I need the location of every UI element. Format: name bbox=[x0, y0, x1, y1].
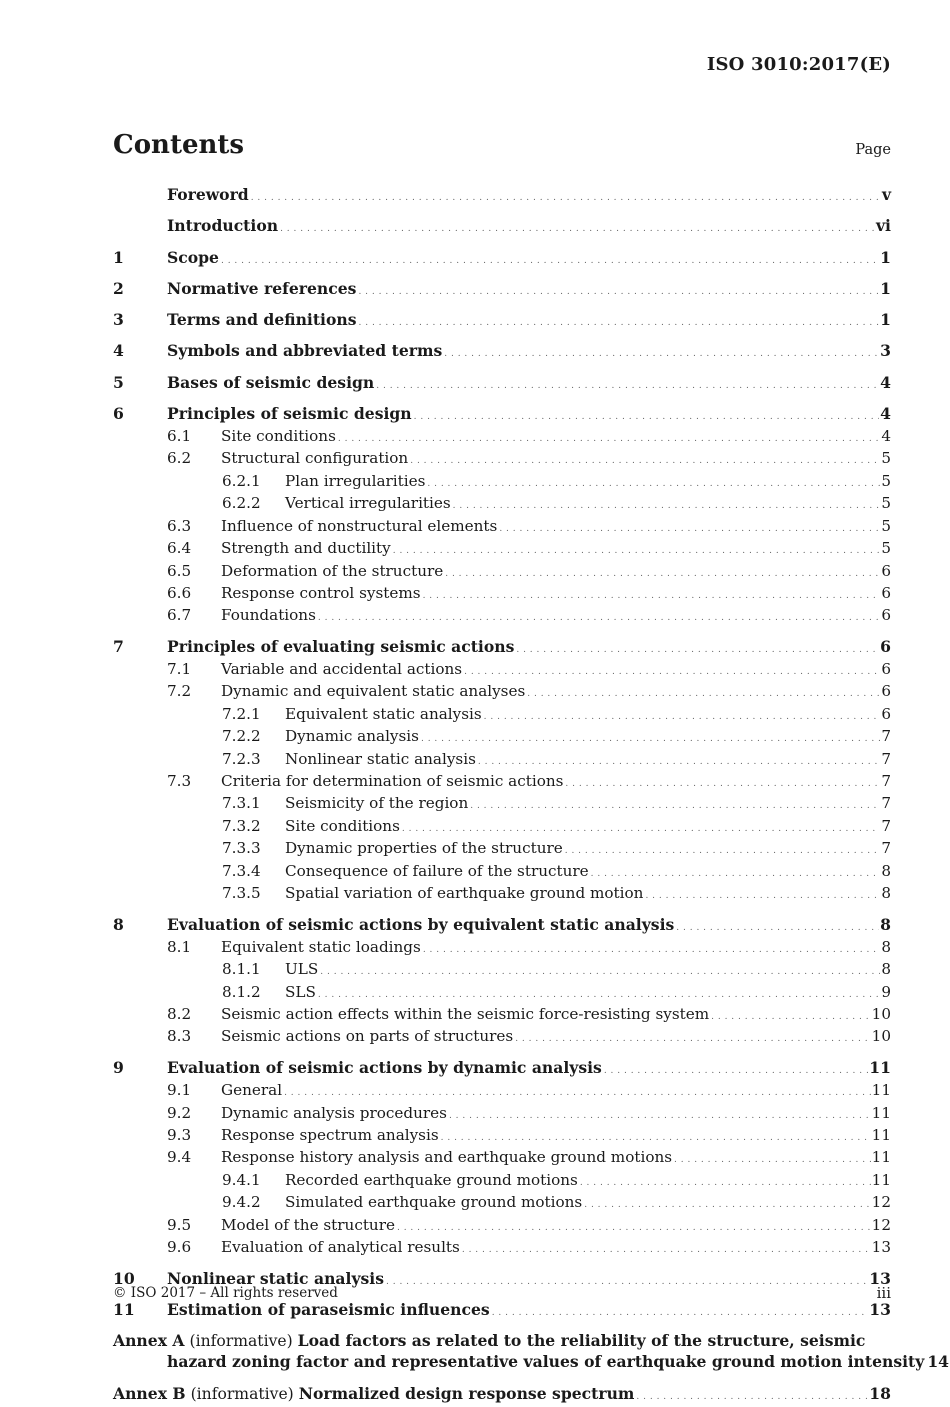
dot-leader bbox=[445, 565, 880, 584]
toc-entry-page: v bbox=[881, 185, 891, 204]
toc-entry-number: 5 bbox=[113, 372, 124, 392]
toc-entry-label: Model of the structure bbox=[221, 1215, 395, 1234]
toc-entry-number: 6.2 bbox=[167, 449, 192, 468]
toc-entry-label: Equivalent static analysis bbox=[285, 704, 482, 723]
toc-entry-label: Vertical irregularities bbox=[285, 494, 451, 513]
dot-leader bbox=[444, 344, 879, 364]
toc-entry-label: Dynamic properties of the structure bbox=[285, 839, 563, 858]
toc-entry-label: Principles of seismic design bbox=[167, 404, 412, 424]
toc-entry-number: 9 bbox=[113, 1058, 124, 1078]
toc-entry-label: Nonlinear static analysis bbox=[285, 749, 476, 768]
toc-entry-page: 6 bbox=[881, 606, 891, 625]
toc-entry[interactable] bbox=[113, 705, 891, 727]
toc-entry-page: 8 bbox=[880, 914, 891, 934]
toc-entry-number: 6.7 bbox=[167, 606, 192, 625]
toc-entry-page: 11 bbox=[871, 1148, 891, 1167]
dot-leader bbox=[462, 1241, 871, 1260]
toc-entry-page: 7 bbox=[881, 839, 891, 858]
annex-title: Load factors as related to the reliability of the structure, seismic bbox=[297, 1331, 866, 1351]
toc-entry-label: Normative references bbox=[167, 278, 357, 298]
toc-entry[interactable] bbox=[113, 1058, 891, 1081]
dot-leader bbox=[527, 685, 880, 704]
toc-entry-number: 8.1 bbox=[167, 937, 192, 956]
toc-entry-number: 7.3.1 bbox=[222, 794, 261, 813]
toc-entry-label: Terms and definitions bbox=[167, 310, 357, 330]
toc-entry-page: 5 bbox=[881, 471, 891, 490]
annex-title: Normalized design response spectrum bbox=[298, 1383, 635, 1403]
toc-entry-page: 6 bbox=[881, 583, 891, 602]
toc-entry-page: 9 bbox=[881, 982, 891, 1001]
toc-entry[interactable] bbox=[113, 794, 891, 816]
toc-entry-number: 8.1.1 bbox=[222, 960, 261, 979]
toc-entry-page: 12 bbox=[871, 1215, 891, 1234]
page-title: Contents bbox=[113, 130, 245, 160]
toc-entry[interactable] bbox=[113, 584, 891, 606]
toc-entry[interactable] bbox=[113, 1081, 891, 1103]
toc-entry-number: 8.3 bbox=[167, 1027, 192, 1046]
toc-entry-number: 6.2.1 bbox=[222, 471, 261, 490]
toc-entry-number: 9.1 bbox=[167, 1081, 192, 1100]
dot-leader bbox=[318, 986, 880, 1005]
toc-entry-label: Dynamic analysis bbox=[285, 727, 419, 746]
dot-leader bbox=[393, 542, 881, 561]
toc-entry-page: 11 bbox=[871, 1125, 891, 1144]
toc-entry-label: Site conditions bbox=[285, 816, 400, 835]
toc-entry-label: Strength and ductility bbox=[221, 539, 391, 558]
toc-entry-number: 7.2.3 bbox=[222, 749, 261, 768]
dot-leader bbox=[676, 918, 879, 938]
toc-entry-label: Bases of seismic design bbox=[167, 372, 375, 392]
toc-entry-number: 9.4 bbox=[167, 1148, 192, 1167]
toc-entry-page: 1 bbox=[880, 247, 891, 267]
annex-page: 18 bbox=[869, 1383, 891, 1403]
toc-entry[interactable] bbox=[113, 427, 891, 449]
dot-leader bbox=[492, 1303, 869, 1323]
toc-entry-page: 4 bbox=[881, 427, 891, 446]
toc-entry-page: 13 bbox=[869, 1299, 891, 1319]
toc-entry[interactable] bbox=[113, 1148, 891, 1170]
toc-entry-page: 12 bbox=[871, 1193, 891, 1212]
toc-entry-number: 7.3 bbox=[167, 772, 192, 791]
toc-entry-page: vi bbox=[876, 216, 891, 236]
toc-entry[interactable] bbox=[113, 539, 891, 561]
toc-entry[interactable] bbox=[113, 341, 891, 364]
toc-entry[interactable] bbox=[113, 310, 891, 333]
dot-leader bbox=[499, 520, 880, 539]
toc-entry[interactable] bbox=[113, 1005, 891, 1027]
annex-entry[interactable] bbox=[113, 1384, 891, 1407]
dot-leader bbox=[584, 1196, 870, 1215]
toc-entry[interactable] bbox=[113, 983, 891, 1005]
toc-entry-page: 1 bbox=[880, 310, 891, 330]
toc-entry-page: 6 bbox=[881, 682, 891, 701]
toc-entry-label: Simulated earthquake ground motions bbox=[285, 1193, 583, 1212]
toc-entry[interactable] bbox=[113, 185, 891, 208]
copyright-notice: © ISO 2017 – All rights reserved bbox=[113, 1285, 338, 1301]
toc-entry-label: Structural configuration bbox=[221, 449, 409, 468]
toc-entry-page: 7 bbox=[881, 727, 891, 746]
dot-leader bbox=[280, 219, 875, 239]
toc-entry-number: 4 bbox=[113, 341, 124, 361]
toc-entry-label: Consequence of failure of the structure bbox=[285, 861, 589, 880]
toc-entry-number: 7.2 bbox=[167, 682, 192, 701]
dot-leader bbox=[441, 1129, 871, 1148]
toc-entry[interactable] bbox=[113, 862, 891, 884]
toc-entry-label: Principles of evaluating seismic actions bbox=[167, 637, 515, 657]
toc-entry[interactable] bbox=[113, 682, 891, 704]
toc-entry-label: Response control systems bbox=[221, 583, 421, 602]
dot-leader bbox=[449, 1107, 871, 1126]
toc-entry-page: 7 bbox=[881, 816, 891, 835]
dot-leader bbox=[604, 1061, 868, 1081]
annex-informative: (informative) bbox=[189, 1332, 293, 1351]
toc-entry-label: Seismicity of the region bbox=[285, 794, 469, 813]
dot-leader bbox=[470, 797, 880, 816]
toc-entry[interactable] bbox=[113, 373, 891, 396]
toc-entry-number: 3 bbox=[113, 310, 124, 330]
dot-leader bbox=[427, 475, 880, 494]
toc-entry-number: 11 bbox=[113, 1299, 135, 1319]
dot-leader bbox=[423, 941, 881, 960]
dot-leader bbox=[711, 1008, 871, 1027]
toc-entry-label: Estimation of paraseismic influences bbox=[167, 1299, 490, 1319]
toc-entry-number: 7.2.2 bbox=[222, 727, 261, 746]
toc-entry[interactable] bbox=[113, 915, 891, 938]
toc-entry-page: 11 bbox=[871, 1081, 891, 1100]
annex-entry[interactable] bbox=[113, 1331, 950, 1375]
toc-entry-number: 9.5 bbox=[167, 1215, 192, 1234]
toc-entry-label: Deformation of the structure bbox=[221, 561, 444, 580]
toc-entry[interactable] bbox=[113, 279, 891, 302]
toc-entry-page: 10 bbox=[871, 1027, 891, 1046]
toc-entry-page: 6 bbox=[880, 637, 891, 657]
toc-entry-label: Dynamic analysis procedures bbox=[221, 1103, 447, 1122]
toc-entry[interactable] bbox=[113, 884, 891, 906]
toc-entry-label: Equivalent static loadings bbox=[221, 937, 421, 956]
toc-entry-page: 10 bbox=[871, 1005, 891, 1024]
toc-entry-number: 6.5 bbox=[167, 561, 192, 580]
toc-entry[interactable] bbox=[113, 404, 891, 427]
toc-entry[interactable] bbox=[113, 1027, 891, 1049]
dot-leader bbox=[645, 887, 880, 906]
toc-entry-number: 7.3.3 bbox=[222, 839, 261, 858]
toc-entry[interactable] bbox=[113, 1216, 891, 1238]
toc-entry-number: 7.2.1 bbox=[222, 704, 261, 723]
dot-leader bbox=[221, 251, 879, 271]
toc-entry-number: 7 bbox=[113, 637, 124, 657]
page-column-label: Page bbox=[855, 142, 891, 158]
toc-entry[interactable] bbox=[113, 750, 891, 772]
toc-entry-number: 6.2.2 bbox=[222, 494, 261, 513]
toc-entry[interactable] bbox=[113, 772, 891, 794]
toc-entry[interactable] bbox=[113, 517, 891, 539]
title-row bbox=[113, 130, 891, 164]
toc-entry[interactable] bbox=[113, 1300, 891, 1323]
toc-entry-label: Seismic action effects within the seismic force-resisting system bbox=[221, 1005, 710, 1024]
toc-entry-page: 8 bbox=[881, 937, 891, 956]
toc-entry-number: 7.3.4 bbox=[222, 861, 261, 880]
page-number: iii bbox=[876, 1284, 891, 1302]
dot-leader bbox=[484, 708, 881, 727]
toc-entry-number: 7.1 bbox=[167, 660, 192, 679]
toc-entry-label: Site conditions bbox=[221, 427, 336, 446]
toc-entry-page: 3 bbox=[880, 341, 891, 361]
toc-entry-number: 6.1 bbox=[167, 427, 192, 446]
toc-entry-number: 9.4.2 bbox=[222, 1193, 261, 1212]
toc-entry-page: 11 bbox=[871, 1103, 891, 1122]
toc-entry-page: 4 bbox=[880, 372, 891, 392]
toc-entry-number: 1 bbox=[113, 247, 124, 267]
toc-entry-number: 6.3 bbox=[167, 516, 192, 535]
toc-entry[interactable] bbox=[113, 1171, 891, 1193]
toc-entry-page: 11 bbox=[869, 1058, 891, 1078]
annex-title-continued: hazard zoning factor and representative values of earthquake ground motion intensity bbox=[167, 1351, 925, 1371]
toc-entry-number: 10 bbox=[113, 1268, 135, 1288]
toc-entry-label: Foundations bbox=[221, 606, 316, 625]
dot-leader bbox=[397, 1219, 871, 1238]
toc-entry-label: Response spectrum analysis bbox=[221, 1125, 439, 1144]
dot-leader bbox=[565, 842, 881, 861]
toc-entry-page: 4 bbox=[880, 404, 891, 424]
dot-leader bbox=[464, 663, 880, 682]
dot-leader bbox=[421, 730, 880, 749]
toc-entry-label: Evaluation of seismic actions by dynamic analysis bbox=[167, 1058, 602, 1078]
dot-leader bbox=[359, 313, 880, 333]
toc-entry-page: 5 bbox=[881, 494, 891, 513]
toc-entry[interactable] bbox=[113, 727, 891, 749]
toc-entry[interactable] bbox=[113, 817, 891, 839]
toc-entry-label: Spatial variation of earthquake ground motion bbox=[285, 884, 644, 903]
toc-entry-label: Introduction bbox=[167, 216, 279, 236]
toc-entry-page: 11 bbox=[871, 1170, 891, 1189]
toc-entry-label: Plan irregularities bbox=[285, 471, 426, 490]
toc-entry-number: 6.4 bbox=[167, 539, 192, 558]
toc-entry-label: SLS bbox=[285, 982, 316, 1001]
toc-entry[interactable] bbox=[113, 562, 891, 584]
toc-entry-label: Evaluation of seismic actions by equivalent static analysis bbox=[167, 914, 675, 934]
toc-entry-number: 2 bbox=[113, 278, 124, 298]
annex-prefix: Annex B bbox=[113, 1383, 186, 1403]
toc-entry[interactable] bbox=[113, 248, 891, 271]
toc-entry-page: 13 bbox=[869, 1268, 891, 1288]
toc-entry[interactable] bbox=[113, 839, 891, 861]
dot-leader bbox=[565, 775, 880, 794]
toc-entry-number: 7.3.5 bbox=[222, 884, 261, 903]
toc-entry[interactable] bbox=[113, 637, 891, 660]
toc-entry-label: ULS bbox=[285, 960, 319, 979]
dot-leader bbox=[414, 407, 880, 427]
toc-entry-page: 6 bbox=[881, 561, 891, 580]
toc-entry-number: 9.2 bbox=[167, 1103, 192, 1122]
toc-entry[interactable] bbox=[113, 1126, 891, 1148]
dot-leader bbox=[478, 753, 880, 772]
toc-entry[interactable] bbox=[113, 449, 891, 471]
dot-leader bbox=[358, 282, 879, 302]
toc-entry[interactable] bbox=[113, 606, 891, 628]
toc-entry[interactable] bbox=[113, 1238, 891, 1260]
toc-entry[interactable] bbox=[113, 472, 891, 494]
document-id: ISO 3010:2017(E) bbox=[706, 54, 891, 75]
toc-entry-number: 8.2 bbox=[167, 1005, 192, 1024]
toc-entry-label: Nonlinear static analysis bbox=[167, 1268, 384, 1288]
toc-entry[interactable] bbox=[113, 1104, 891, 1126]
toc-entry-number: 8.1.2 bbox=[222, 982, 261, 1001]
toc-entry-label: Foreword bbox=[167, 185, 249, 204]
dot-leader bbox=[376, 376, 879, 396]
toc-entry[interactable] bbox=[113, 494, 891, 516]
toc-entry-label: Evaluation of analytical results bbox=[221, 1237, 460, 1256]
toc-entry-page: 13 bbox=[871, 1237, 891, 1256]
toc-entry-label: Recorded earthquake ground motions bbox=[285, 1170, 578, 1189]
toc-entry-page: 7 bbox=[881, 772, 891, 791]
toc-entry-page: 7 bbox=[881, 749, 891, 768]
dot-leader bbox=[580, 1174, 871, 1193]
dot-leader bbox=[318, 609, 880, 628]
toc-entry-page: 6 bbox=[881, 704, 891, 723]
toc-entry[interactable] bbox=[113, 660, 891, 682]
dot-leader bbox=[338, 430, 880, 449]
annex-page: 14 bbox=[927, 1351, 950, 1371]
annex-informative: (informative) bbox=[190, 1384, 294, 1403]
dot-leader bbox=[591, 865, 881, 884]
toc-entry-label: Variable and accidental actions bbox=[221, 660, 463, 679]
dot-leader bbox=[674, 1151, 871, 1170]
table-of-contents bbox=[113, 185, 950, 1407]
toc-entry-number: 9.3 bbox=[167, 1125, 192, 1144]
toc-entry[interactable] bbox=[113, 960, 891, 982]
toc-entry-number: 7.3.2 bbox=[222, 816, 261, 835]
toc-entry-page: 1 bbox=[880, 278, 891, 298]
annex-prefix: Annex A bbox=[113, 1331, 185, 1351]
dot-leader bbox=[284, 1084, 871, 1103]
toc-entry-number: 9.6 bbox=[167, 1237, 192, 1256]
toc-entry-page: 8 bbox=[881, 960, 891, 979]
toc-entry[interactable] bbox=[113, 938, 891, 960]
dot-leader bbox=[320, 963, 880, 982]
toc-entry[interactable] bbox=[113, 1193, 891, 1215]
toc-entry-number: 9.4.1 bbox=[222, 1170, 261, 1189]
toc-entry-page: 7 bbox=[881, 794, 891, 813]
toc-entry-number: 6.6 bbox=[167, 583, 192, 602]
toc-entry-label: General bbox=[221, 1081, 283, 1100]
toc-entry-label: Seismic actions on parts of structures bbox=[221, 1027, 514, 1046]
toc-entry-page: 5 bbox=[881, 539, 891, 558]
toc-entry[interactable] bbox=[113, 216, 891, 239]
toc-entry-label: Symbols and abbreviated terms bbox=[167, 341, 443, 361]
toc-entry-page: 6 bbox=[881, 660, 891, 679]
toc-entry-page: 5 bbox=[881, 449, 891, 468]
dot-leader bbox=[410, 452, 880, 471]
toc-entry-number: 8 bbox=[113, 914, 124, 934]
toc-entry-label: Criteria for determination of seismic actions bbox=[221, 772, 564, 791]
toc-entry-page: 8 bbox=[881, 884, 891, 903]
toc-entry-page: 5 bbox=[881, 516, 891, 535]
dot-leader bbox=[402, 820, 880, 839]
toc-entry-label: Influence of nonstructural elements bbox=[221, 516, 498, 535]
dot-leader bbox=[516, 640, 879, 660]
dot-leader bbox=[515, 1030, 870, 1049]
toc-entry-label: Dynamic and equivalent static analyses bbox=[221, 682, 526, 701]
toc-entry-label: Scope bbox=[167, 247, 219, 267]
dot-leader bbox=[423, 587, 881, 606]
dot-leader bbox=[453, 497, 881, 516]
dot-leader bbox=[636, 1388, 868, 1407]
dot-leader bbox=[386, 1272, 868, 1292]
toc-entry-label: Response history analysis and earthquake ground motions bbox=[221, 1148, 673, 1167]
dot-leader bbox=[251, 188, 881, 208]
toc-entry-page: 8 bbox=[881, 861, 891, 880]
toc-entry-number: 6 bbox=[113, 404, 124, 424]
